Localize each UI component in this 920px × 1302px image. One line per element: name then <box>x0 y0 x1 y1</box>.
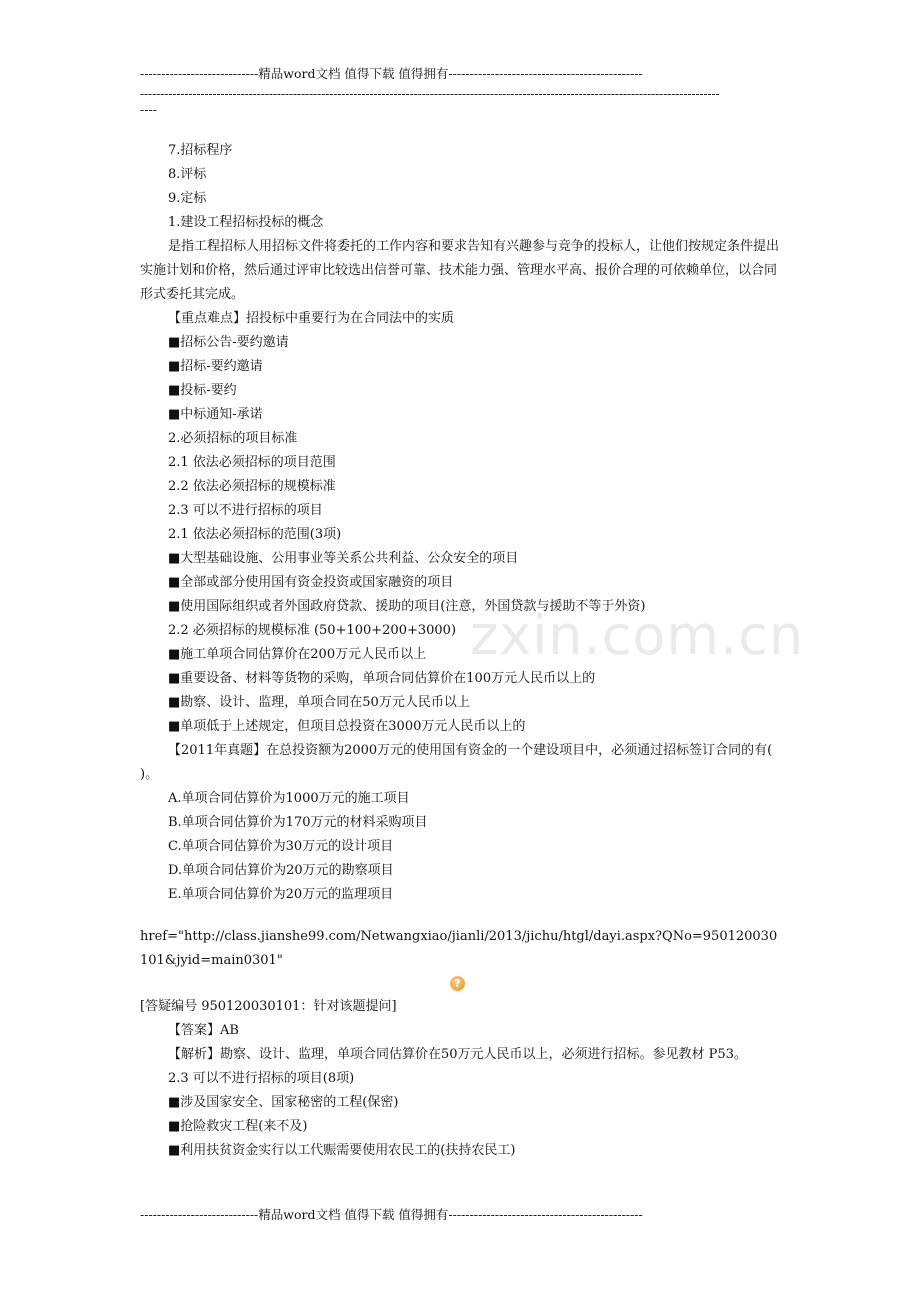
answer-option: E.单项合同估算价为20万元的监理项目 <box>168 887 394 902</box>
list-item: ■重要设备、材料等货物的采购，单项合同估算价在100万元人民币以上的 <box>168 671 596 686</box>
list-item: ■使用国际组织或者外国政府贷款、援助的项目(注意，外国贷款与援助不等于外资) <box>168 599 646 614</box>
header-divider: ------------------------------------------------------------------------------------------------------------------------------------------------ <box>140 86 720 101</box>
text-line: 8.评标 <box>168 167 207 182</box>
document-page <box>140 0 780 1302</box>
list-item: ■抢险救灾工程(来不及) <box>168 1119 308 1134</box>
section-heading: 1.建设工程招标投标的概念 <box>168 215 324 230</box>
exam-question: 【2011年真题】在总投资额为2000万元的使用国有资金的一个建设项目中，必须通过招标签订合同的有( )。 <box>140 743 773 782</box>
list-item: ■利用扶贫资金实行以工代赈需要使用农民工的(扶持农民工) <box>168 1143 516 1158</box>
subsection-heading: 2.3 可以不进行招标的项目 <box>168 503 323 518</box>
answer-line: 【答案】AB <box>168 1023 239 1038</box>
answer-option: A.单项合同估算价为1000万元的施工项目 <box>168 791 410 806</box>
concept-paragraph: 是指工程招标人用招标文件将委托的工作内容和要求告知有兴趣参与竞争的投标人，让他们按规定条件提出实施计划和价格，然后通过评审比较选出信誉可靠、技术能力强、管理水平高、报价合理的可依赖单位，以合同形式委托其完成。 <box>140 239 780 302</box>
section-heading: 2.必须招标的项目标准 <box>168 431 298 446</box>
list-item: ■中标通知-承诺 <box>168 407 263 422</box>
key-point-heading: 【重点难点】招投标中重要行为在合同法中的实质 <box>168 311 455 326</box>
list-item: ■招标公告-要约邀请 <box>168 335 289 350</box>
href-link-text[interactable]: href="http://class.jianshe99.com/Netwangxiao/jianli/2013/jichu/htgl/dayi.aspx?QNo=950120030101&jyid=main0301" <box>140 929 778 968</box>
footer-banner: ----------------------------精品word文档 值得下载 值得拥有---------------------------------------------- <box>140 1207 643 1222</box>
list-item: ■涉及国家安全、国家秘密的工程(保密) <box>168 1095 399 1110</box>
list-item: ■投标-要约 <box>168 383 237 398</box>
answer-option: C.单项合同估算价为30万元的设计项目 <box>168 839 394 854</box>
help-icon-row <box>140 973 780 995</box>
text-line: 9.定标 <box>168 191 207 206</box>
list-item: ■大型基础设施、公用事业等关系公共利益、公众安全的项目 <box>168 551 519 566</box>
header-banner: ----------------------------精品word文档 值得下载 值得拥有---------------------------------------------- <box>140 66 643 81</box>
analysis-line: 【解析】勘察、设计、监理，单项合同估算价在50万元人民币以上，必须进行招标。参见教材 P53。 <box>168 1047 747 1062</box>
answer-option: B.单项合同估算价为170万元的材料采购项目 <box>168 815 428 830</box>
watermark: zxin.com.cn <box>470 604 805 667</box>
subsection-heading: 2.1 依法必须招标的项目范围 <box>168 455 336 470</box>
document-body <box>140 139 780 1163</box>
list-item: ■全部或部分使用国有资金投资或国家融资的项目 <box>168 575 454 590</box>
header-divider-tail: ---- <box>140 102 157 117</box>
list-item: ■单项低于上述规定，但项目总投资在3000万元人民币以上的 <box>168 719 526 734</box>
subsection-heading: 2.2 必须招标的规模标准 (50+100+200+3000) <box>168 623 457 638</box>
spacer <box>140 907 780 925</box>
list-item: ■勘察、设计、监理，单项合同在50万元人民币以上 <box>168 695 470 710</box>
subsection-heading: 2.3 可以不进行招标的项目(8项) <box>168 1071 355 1086</box>
question-mark-icon[interactable]: ? <box>450 976 465 991</box>
list-item: ■招标-要约邀请 <box>168 359 263 374</box>
list-item: ■施工单项合同估算价在200万元人民币以上 <box>168 647 427 662</box>
qa-reference[interactable]: [答疑编号 950120030101：针对该题提问] <box>140 999 397 1014</box>
text-line: 7.招标程序 <box>168 143 233 158</box>
subsection-heading: 2.2 依法必须招标的规模标准 <box>168 479 336 494</box>
answer-option: D.单项合同估算价为20万元的勘察项目 <box>168 863 394 878</box>
subsection-heading: 2.1 依法必须招标的范围(3项) <box>168 527 342 542</box>
